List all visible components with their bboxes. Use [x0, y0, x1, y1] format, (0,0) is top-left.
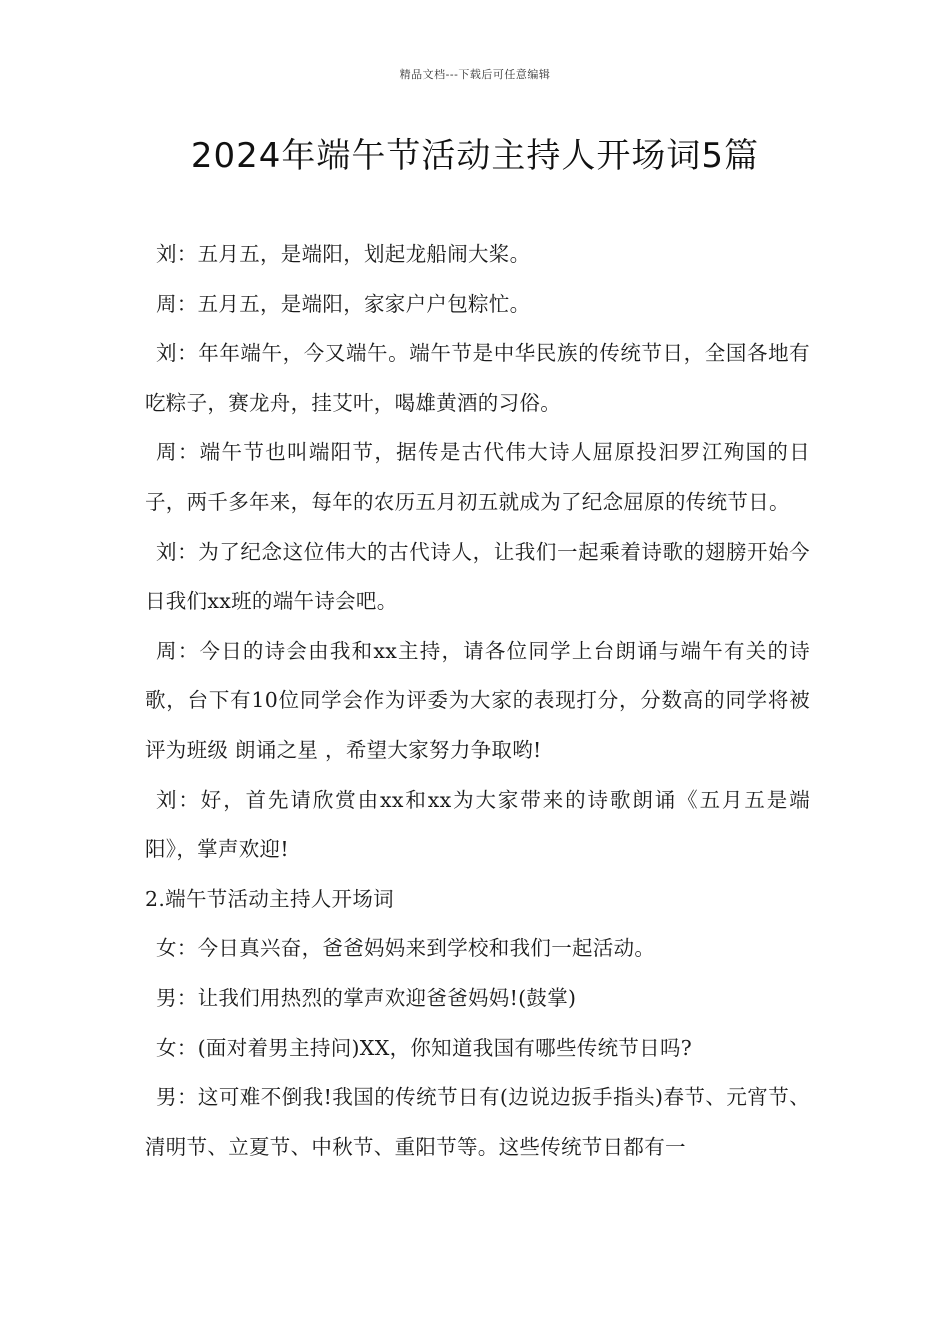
paragraph-female-1: 女：今日真兴奋，爸爸妈妈来到学校和我们一起活动。 — [156, 936, 656, 961]
paragraph-liu-2: 刘：年年端午，今又端午。端午节是中华民族的传统节日，全国各地有吃粽子，赛龙舟，挂艾叶，喝雄黄酒的习俗。 — [145, 341, 810, 415]
paragraph-liu-3: 刘：为了纪念这位伟大的古代诗人，让我们一起乘着诗歌的翅膀开始今日我们xx班的端午诗会吧。 — [145, 539, 810, 614]
paragraph-liu-4: 刘：好，首先请欣赏由xx和xx为大家带来的诗歌朗诵《五月五是端阳》，掌声欢迎! — [145, 787, 810, 862]
header-note: 精品文档---下载后可任意编辑 — [399, 68, 551, 81]
paragraph-female-2: 女：(面对着男主持问)XX，你知道我国有哪些传统节日吗? — [156, 1035, 693, 1060]
section-heading-2: 2.端午节活动主持人开场词 — [145, 886, 394, 911]
paragraph-male-2: 男：这可难不倒我!我国的传统节日有(边说边扳手指头)春节、元宵节、清明节、立夏节、中秋节、重阳节等。这些传统节日都有一 — [145, 1085, 810, 1159]
paragraph-zhou-3: 周：今日的诗会由我和xx主持，请各位同学上台朗诵与端午有关的诗歌，台下有10位同学会作为评委为大家的表现打分，分数高的同学将被评为班级 朗诵之星 ，希望大家努力争取哟! — [145, 638, 810, 762]
paragraph-zhou-2: 周：端午节也叫端阳节，据传是古代伟大诗人屈原投汩罗江殉国的日子，两千多年来，每年的农历五月初五就成为了纪念屈原的传统节日。 — [145, 440, 810, 514]
document-body — [145, 230, 810, 1172]
paragraph-liu-1: 刘：五月五，是端阳，划起龙船闹大桨。 — [156, 242, 531, 266]
paragraph-male-1: 男：让我们用热烈的掌声欢迎爸爸妈妈!(鼓掌) — [156, 985, 577, 1010]
document-title: 2024年端午节活动主持人开场词5篇 — [190, 136, 760, 176]
paragraph-zhou-1: 周：五月五，是端阳，家家户户包粽忙。 — [156, 291, 531, 316]
